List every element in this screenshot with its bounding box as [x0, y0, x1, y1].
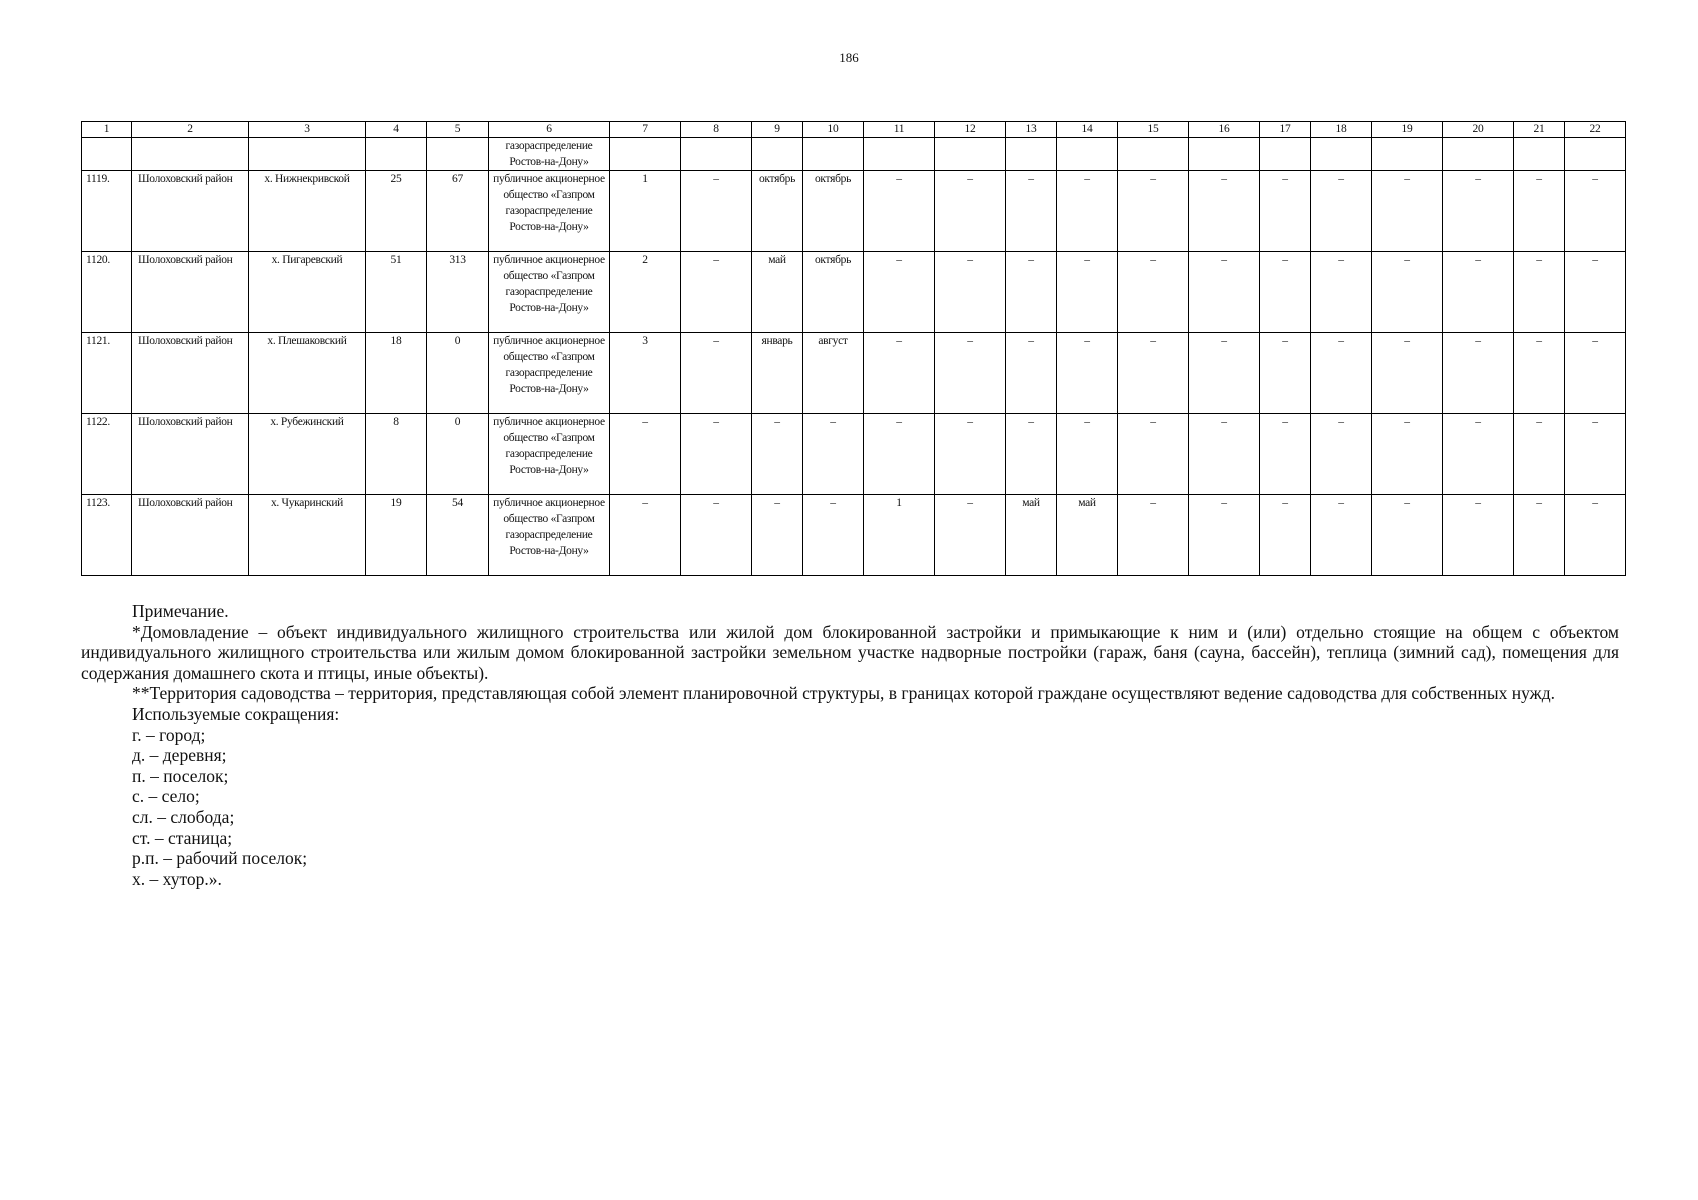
cell: – [1311, 495, 1372, 576]
cell: август [803, 333, 864, 414]
cell: – [1057, 414, 1118, 495]
header-cell: 15 [1118, 122, 1189, 138]
note-gardening-territory: **Территория садоводства – территория, представляющая собой элемент планировочной структуры, в границах которой граждане осуществляют ведение садоводства для собственных нужд. [132, 683, 1556, 704]
cell: 19 [366, 495, 427, 576]
cell: – [1260, 495, 1311, 576]
row-number: 1122. [82, 414, 132, 495]
notes-heading: Примечание. [132, 601, 229, 621]
district-cell: Шолоховский район [132, 495, 249, 576]
cell: – [1189, 495, 1260, 576]
cell: 18 [366, 333, 427, 414]
cell: – [864, 333, 935, 414]
header-cell: 16 [1189, 122, 1260, 138]
cell: – [1189, 171, 1260, 252]
cell: – [1311, 414, 1372, 495]
cell: – [1118, 414, 1189, 495]
cell: – [935, 495, 1006, 576]
abbreviation-item: ст. – станица; [132, 827, 233, 848]
row-number: 1120. [82, 252, 132, 333]
cell: 1 [864, 495, 935, 576]
header-cell: 2 [132, 122, 249, 138]
cell: 3 [610, 333, 681, 414]
cell: – [1311, 252, 1372, 333]
cell: – [935, 333, 1006, 414]
continuation-row [82, 138, 1626, 171]
cell: май [752, 252, 803, 333]
org-cell: публичное акционерное общество «Газпром газораспределение Ростов-на-Дону» [489, 333, 610, 414]
cell: – [1189, 414, 1260, 495]
table-row [82, 171, 1626, 252]
cell: – [803, 495, 864, 576]
cell: – [803, 414, 864, 495]
header-row [82, 122, 1626, 138]
table-row [82, 495, 1626, 576]
cell: – [1189, 252, 1260, 333]
district-cell: Шолоховский район [132, 414, 249, 495]
cell: октябрь [803, 252, 864, 333]
cell: – [1311, 171, 1372, 252]
abbreviation-item: сл. – слобода; [132, 806, 235, 827]
district-cell: Шолоховский район [132, 333, 249, 414]
org-cell: публичное акционерное общество «Газпром газораспределение Ростов-на-Дону» [489, 495, 610, 576]
header-cell: 14 [1057, 122, 1118, 138]
cell: – [1565, 252, 1626, 333]
cell: – [1006, 171, 1057, 252]
cell: – [681, 252, 752, 333]
cell: 25 [366, 171, 427, 252]
abbreviation-item: г. – город; [132, 724, 206, 745]
cell: – [1057, 171, 1118, 252]
table-row [82, 414, 1626, 495]
abbreviation-item: с. – село; [132, 786, 200, 807]
table-row [82, 252, 1626, 333]
cell: – [1311, 333, 1372, 414]
abbreviation-item: п. – поселок; [132, 765, 229, 786]
cell: 8 [366, 414, 427, 495]
cell: – [681, 495, 752, 576]
org-cell: газораспределение Ростов-на-Дону» [489, 138, 610, 171]
cell: – [1118, 252, 1189, 333]
cell: – [1372, 333, 1443, 414]
cell: – [681, 171, 752, 252]
cell: – [864, 414, 935, 495]
header-cell: 12 [935, 122, 1006, 138]
abbreviations-heading: Используемые сокращения: [132, 703, 340, 724]
cell: 0 [427, 333, 489, 414]
cell: – [610, 414, 681, 495]
abbreviation-item: х. – хутор.». [132, 868, 222, 889]
header-cell: 20 [1443, 122, 1514, 138]
cell: октябрь [752, 171, 803, 252]
org-cell: публичное акционерное общество «Газпром газораспределение Ростов-на-Дону» [489, 252, 610, 333]
cell: – [1565, 495, 1626, 576]
header-cell: 17 [1260, 122, 1311, 138]
cell: октябрь [803, 171, 864, 252]
header-cell: 10 [803, 122, 864, 138]
cell: – [1006, 252, 1057, 333]
cell: – [1372, 414, 1443, 495]
cell: – [1118, 171, 1189, 252]
cell: – [935, 414, 1006, 495]
header-cell: 9 [752, 122, 803, 138]
header-cell: 1 [82, 122, 132, 138]
cell: – [1260, 171, 1311, 252]
district-cell: Шолоховский район [132, 252, 249, 333]
cell: – [1443, 252, 1514, 333]
cell: – [1372, 171, 1443, 252]
cell: – [1006, 333, 1057, 414]
settlement-cell: х. Чукаринский [249, 495, 366, 576]
org-cell: публичное акционерное общество «Газпром газораспределение Ростов-на-Дону» [489, 171, 610, 252]
header-cell: 21 [1514, 122, 1565, 138]
cell: – [1260, 252, 1311, 333]
cell: – [1443, 414, 1514, 495]
header-cell: 19 [1372, 122, 1443, 138]
cell: 51 [366, 252, 427, 333]
cell: январь [752, 333, 803, 414]
cell: – [1514, 171, 1565, 252]
header-cell: 7 [610, 122, 681, 138]
cell: – [1565, 333, 1626, 414]
cell: – [935, 252, 1006, 333]
header-cell: 3 [249, 122, 366, 138]
cell: 2 [610, 252, 681, 333]
header-cell: 5 [427, 122, 489, 138]
abbreviation-item: д. – деревня; [132, 745, 227, 766]
cell: – [1514, 414, 1565, 495]
cell: – [935, 171, 1006, 252]
org-cell: публичное акционерное общество «Газпром газораспределение Ростов-на-Дону» [489, 414, 610, 495]
row-number: 1119. [82, 171, 132, 252]
header-cell: 22 [1565, 122, 1626, 138]
cell: – [1514, 252, 1565, 333]
header-cell: 8 [681, 122, 752, 138]
cell: май [1006, 495, 1057, 576]
header-cell: 13 [1006, 122, 1057, 138]
cell: 0 [427, 414, 489, 495]
cell: – [681, 414, 752, 495]
cell: – [752, 495, 803, 576]
note-household: *Домовладение – объект индивидуального жилищного строительства или жилой дом блокированной застройки и примыкающие к ним и (или) отдельно стоящие на общем с объектом индивидуального жилищного строительства или жилым домом блокированной застройки земельном участке надворные постройки (гараж, баня (сауна, бассейн), теплица (зимний сад), помещения для содержания домашнего скота и птицы, иные объекты). [81, 621, 1619, 683]
cell: – [1372, 495, 1443, 576]
cell: 1 [610, 171, 681, 252]
page-number: 186 [839, 50, 859, 65]
settlement-cell: х. Плешаковский [249, 333, 366, 414]
header-cell: 11 [864, 122, 935, 138]
district-cell: Шолоховский район [132, 171, 249, 252]
cell: май [1057, 495, 1118, 576]
abbreviation-item: р.п. – рабочий поселок; [132, 848, 308, 869]
cell: – [752, 414, 803, 495]
cell: – [1260, 414, 1311, 495]
cell: – [681, 333, 752, 414]
notes-section [81, 601, 1619, 889]
table-row [82, 333, 1626, 414]
cell: – [1118, 333, 1189, 414]
settlement-cell: х. Пигаревский [249, 252, 366, 333]
cell: – [1260, 333, 1311, 414]
row-number: 1123. [82, 495, 132, 576]
cell: – [1443, 171, 1514, 252]
cell: – [1118, 495, 1189, 576]
header-cell: 4 [366, 122, 427, 138]
cell: – [1057, 333, 1118, 414]
settlement-cell: х. Рубежинский [249, 414, 366, 495]
cell: – [864, 171, 935, 252]
header-cell: 18 [1311, 122, 1372, 138]
cell: – [1514, 495, 1565, 576]
cell: – [1443, 333, 1514, 414]
cell: – [1006, 414, 1057, 495]
cell: – [1565, 171, 1626, 252]
header-cell: 6 [489, 122, 610, 138]
cell: – [1057, 252, 1118, 333]
cell: – [1189, 333, 1260, 414]
gasification-table [81, 121, 1626, 576]
cell: – [1565, 414, 1626, 495]
cell: 67 [427, 171, 489, 252]
settlement-cell: х. Нижнекривской [249, 171, 366, 252]
cell: 313 [427, 252, 489, 333]
cell: – [864, 252, 935, 333]
cell: – [1443, 495, 1514, 576]
row-number: 1121. [82, 333, 132, 414]
cell: – [610, 495, 681, 576]
cell: – [1514, 333, 1565, 414]
cell: – [1372, 252, 1443, 333]
cell: 54 [427, 495, 489, 576]
